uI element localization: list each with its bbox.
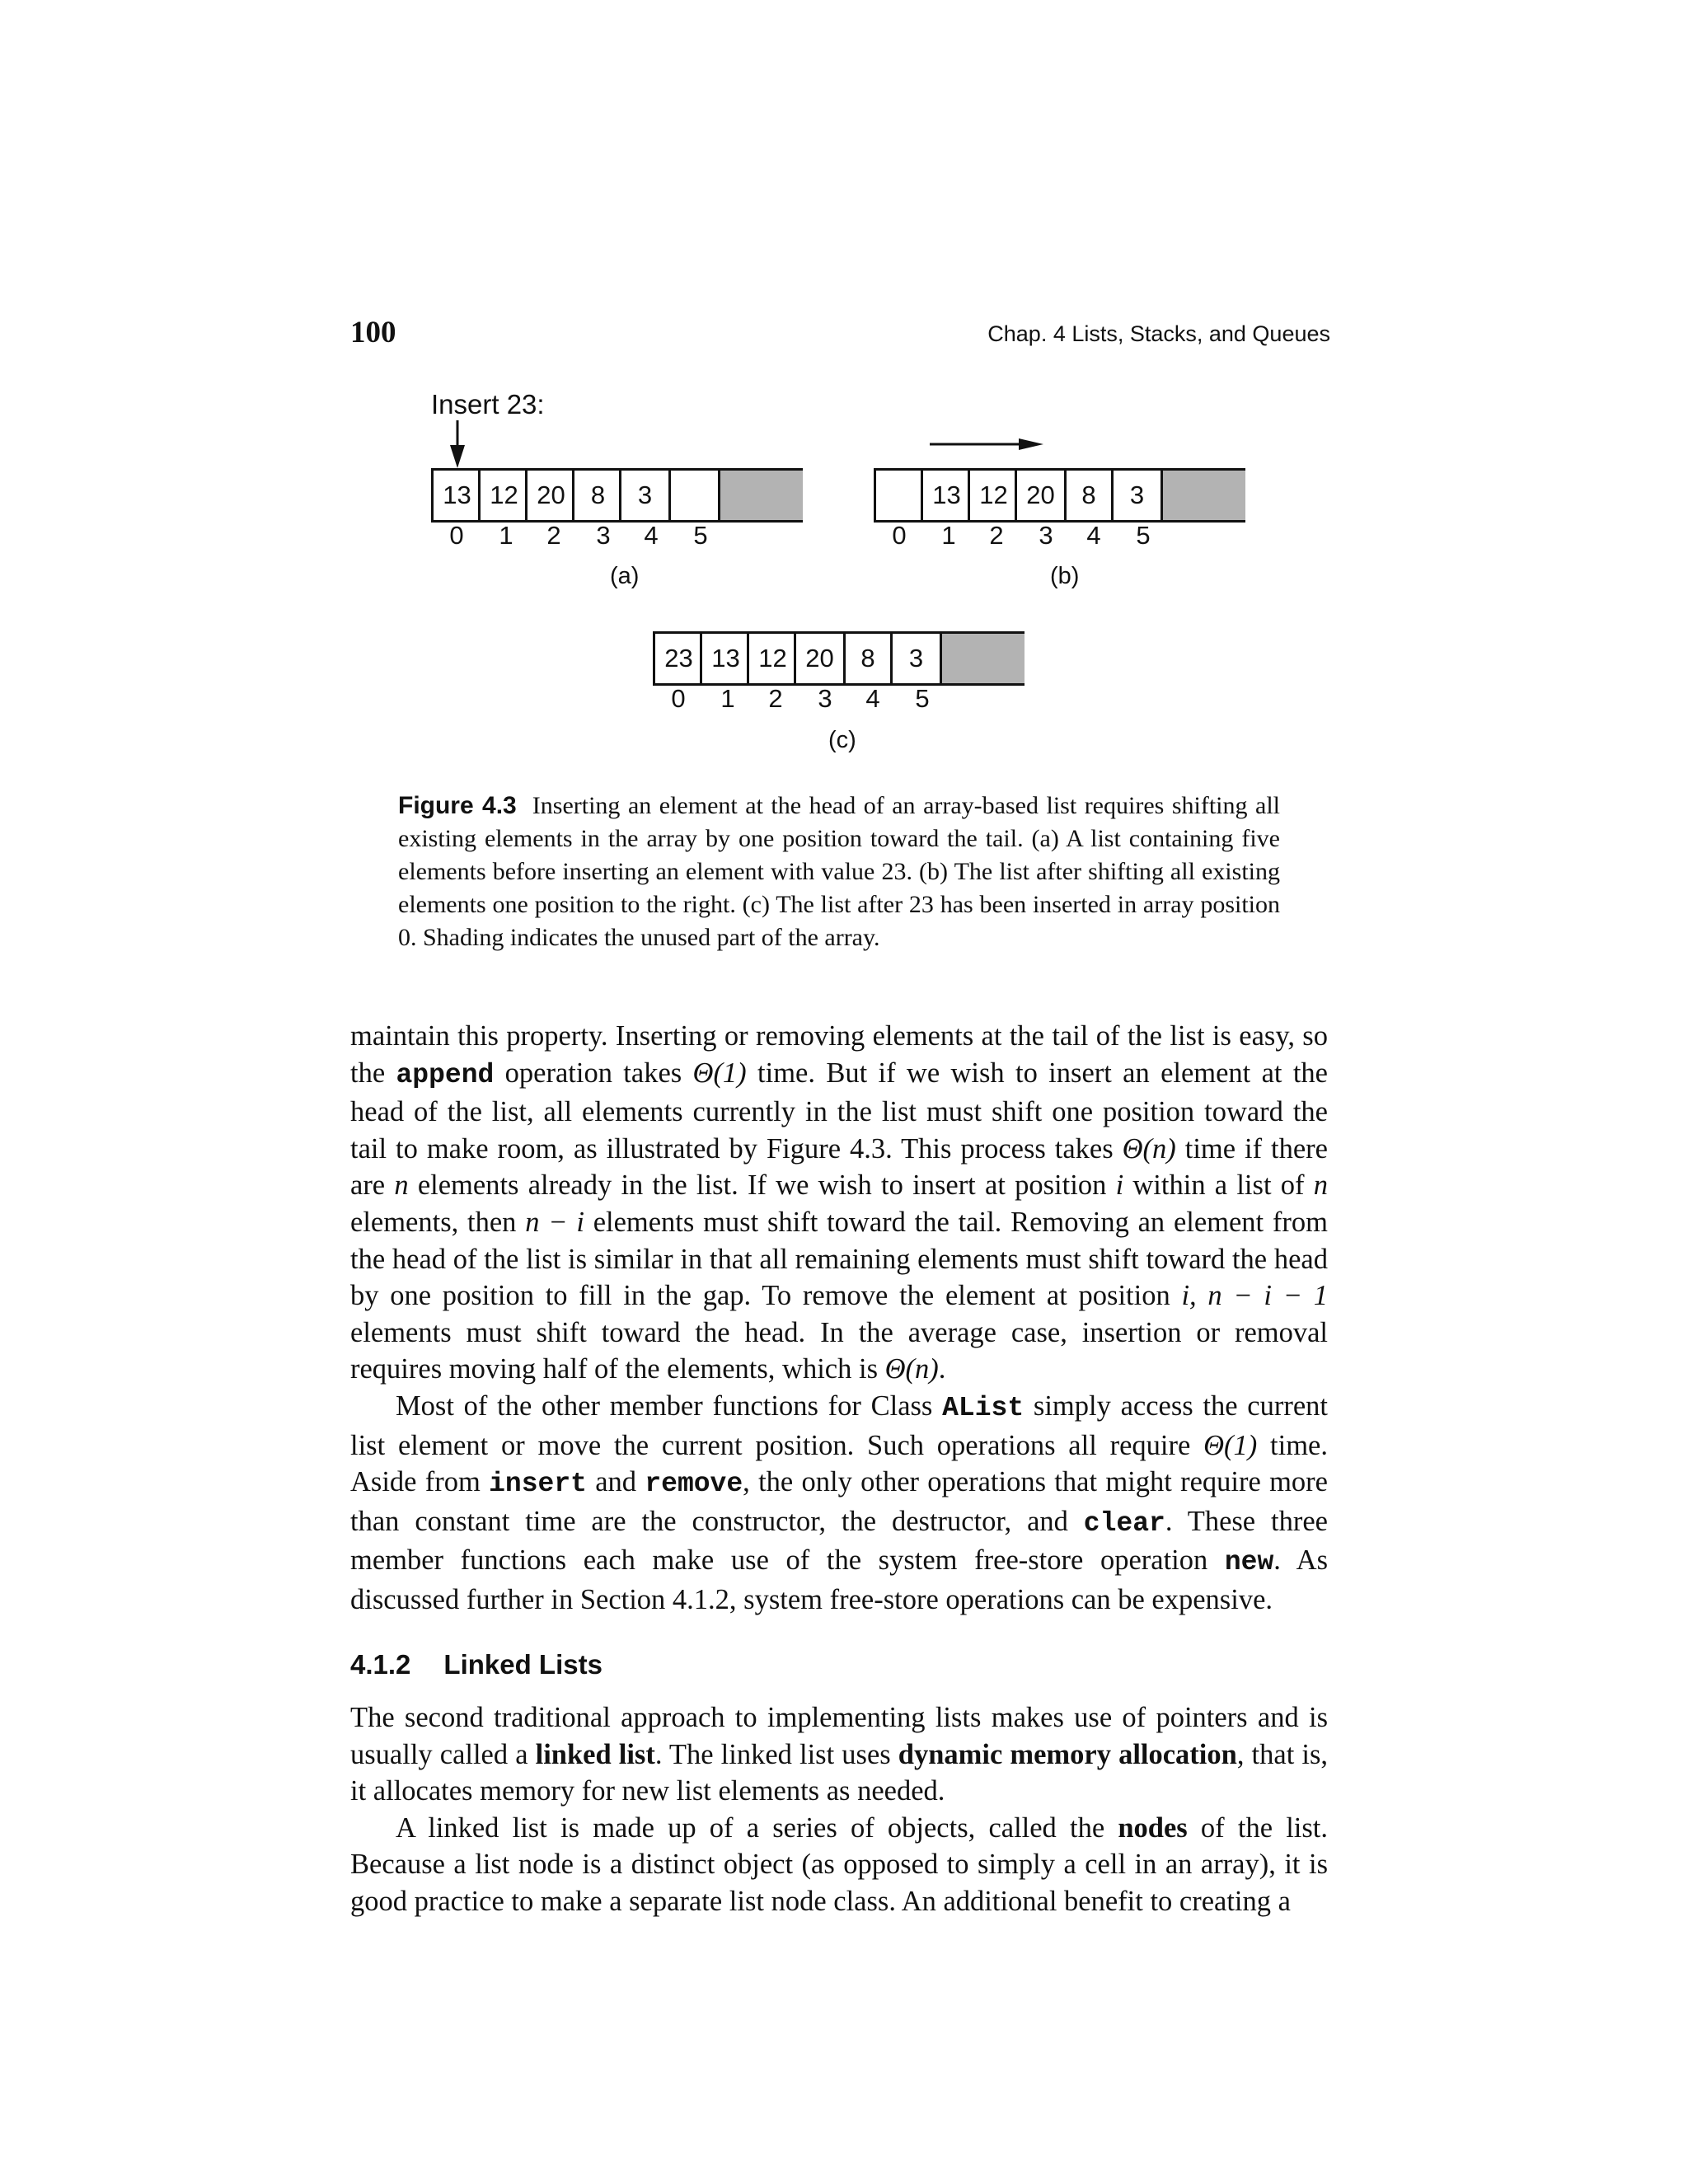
array-b-cell (874, 471, 923, 520)
term-dynamic-memory-allocation: dynamic memory allocation (898, 1738, 1237, 1770)
text-run: simply access the current list element or move the current position. Such operations all require (350, 1390, 1328, 1461)
page-number: 100 (350, 316, 396, 349)
section-number: 4.1.2 (350, 1648, 411, 1680)
array-a-cell: 20 (525, 471, 574, 520)
text-run: within a list of (1123, 1169, 1314, 1202)
index-label: 0 (449, 521, 464, 550)
text-run: , the only other operations that might require more than constant time are the constructor, the destructor, and (350, 1466, 1328, 1537)
math: n (1313, 1169, 1328, 1202)
caption-text: Inserting an element at the head of an array-based list requires shifting all existing elements in the array by one position toward the tail. (a) A list containing five elements before inserting an element with value 23. (b) The list after shifting all existing elements one position to the right. (c) The list after 23 has been inserted in array position 0. Shading indicates the unused part of the array. (398, 792, 1281, 951)
paragraph (350, 1810, 1328, 1920)
panel-label-a: (a) (610, 563, 640, 589)
code-append: append (396, 1059, 495, 1090)
running-head: Chap. 4 Lists, Stacks, and Queues (987, 321, 1330, 346)
text-run: elements must shift toward the head. In the average case, insertion or removal requires moving half of the elements, which is (350, 1316, 1328, 1385)
array-b-cell: 13 (921, 471, 970, 520)
index-label: 4 (644, 521, 659, 550)
index-label: 0 (892, 521, 907, 550)
array-a-cell: 13 (431, 471, 481, 520)
figure-label: Figure 4.3 (398, 792, 517, 819)
body-text (350, 1018, 1328, 1920)
text-run: elements already in the list. If we wish to insert at position (408, 1169, 1116, 1202)
text-run: operation takes (494, 1057, 693, 1089)
array-b-cell: 8 (1064, 471, 1111, 520)
array-c-unused-shading (942, 634, 1025, 683)
array-b (874, 468, 1245, 523)
text-run: , that is, it allocates memory for new list elements as needed. (350, 1738, 1329, 1807)
math: i, n − i − 1 (1181, 1280, 1328, 1312)
figure-caption (398, 790, 1280, 954)
text-run: and (586, 1466, 645, 1498)
array-a (431, 468, 803, 523)
index-label: 1 (941, 521, 956, 550)
paragraph (350, 1388, 1328, 1619)
index-label: 3 (596, 521, 611, 550)
shift-right-arrow-icon (930, 435, 1045, 453)
panel-label-b: (b) (1050, 563, 1080, 589)
paragraph (350, 1018, 1328, 1388)
index-label: 2 (989, 521, 1004, 550)
text-run: time. Aside from (350, 1429, 1328, 1498)
text-run: . (938, 1353, 946, 1385)
section-heading (350, 1647, 1328, 1684)
math: n − i (525, 1206, 584, 1238)
array-b-cell: 3 (1111, 471, 1160, 520)
array-c-cell: 3 (890, 634, 940, 683)
array-a-unused-shading (720, 471, 803, 520)
text-run: maintain this property. Inserting or removing elements at the tail of the list is easy, so the (350, 1020, 1328, 1089)
text-run: . The linked list uses (654, 1738, 898, 1770)
text-run: Most of the other member functions for Class (396, 1390, 943, 1422)
math: Θ(1) (692, 1057, 747, 1089)
term-linked-list: linked list (535, 1738, 655, 1770)
text-run: elements, then (350, 1206, 526, 1238)
text-run: of the list. Because a list node is a distinct object (as opposed to simply a cell in an array), it is good practice to make a separate list node class. An additional benefit to creating a (350, 1811, 1329, 1918)
array-a-cell: 3 (619, 471, 668, 520)
array-c (653, 631, 1025, 686)
text-run: time if there are (350, 1132, 1328, 1202)
index-label: 2 (768, 684, 783, 713)
math: i (1115, 1169, 1124, 1202)
code-remove: remove (645, 1469, 743, 1500)
index-label: 5 (693, 521, 708, 550)
array-b-unused-shading (1163, 471, 1245, 520)
math: Θ(n) (884, 1353, 939, 1385)
text-run: elements must shift toward the tail. Removing an element from the head of the list is similar in that all remaining elements must shift toward the head by one position to fill in the gap. To remove the element at position (350, 1206, 1328, 1312)
index-label: 4 (865, 684, 880, 713)
code-new: new (1224, 1547, 1274, 1578)
math: Θ(n) (1122, 1132, 1176, 1165)
math: Θ(1) (1203, 1429, 1258, 1461)
term-nodes: nodes (1118, 1811, 1188, 1844)
code-insert: insert (489, 1469, 587, 1500)
code-clear: clear (1083, 1507, 1165, 1539)
index-label: 0 (671, 684, 686, 713)
insert-label: Insert 23: (431, 389, 545, 419)
array-c-cell: 8 (843, 634, 890, 683)
insert-arrow-icon (445, 420, 470, 470)
array-b-cell: 20 (1015, 471, 1064, 520)
index-label: 4 (1086, 521, 1101, 550)
array-a-cell (668, 471, 718, 520)
math: n (394, 1169, 409, 1202)
index-label: 1 (720, 684, 735, 713)
index-label: 2 (546, 521, 561, 550)
text-run: The second traditional approach to implementing lists makes use of pointers and is usually called a (350, 1702, 1328, 1770)
array-b-cell: 12 (968, 471, 1017, 520)
index-label: 3 (818, 684, 832, 713)
paragraph (350, 1699, 1328, 1810)
array-c-cell: 12 (747, 634, 796, 683)
panel-label-c: (c) (828, 727, 856, 753)
index-label: 5 (915, 684, 930, 713)
code-alist: AList (942, 1392, 1025, 1423)
index-label: 3 (1039, 521, 1053, 550)
array-a-cell: 12 (478, 471, 528, 520)
array-a-cell: 8 (572, 471, 621, 520)
index-label: 1 (499, 521, 513, 550)
text-run: A linked list is made up of a series of objects, called the (396, 1811, 1118, 1844)
array-c-cell: 20 (794, 634, 843, 683)
section-title: Linked Lists (443, 1648, 603, 1680)
index-label: 5 (1136, 521, 1151, 550)
text-run: . These three member functions each make use of the system free-store operation (350, 1505, 1328, 1577)
text-run: . As discussed further in Section 4.1.2, system free-store operations can be expensive. (350, 1544, 1328, 1615)
text-run: time. But if we wish to insert an element at the head of the list, all elements currently in the list must shift one position toward the tail to make room, as illustrated by Figure 4.3. This process takes (350, 1057, 1328, 1165)
array-c-cell: 13 (700, 634, 749, 683)
array-c-cell: 23 (653, 634, 702, 683)
